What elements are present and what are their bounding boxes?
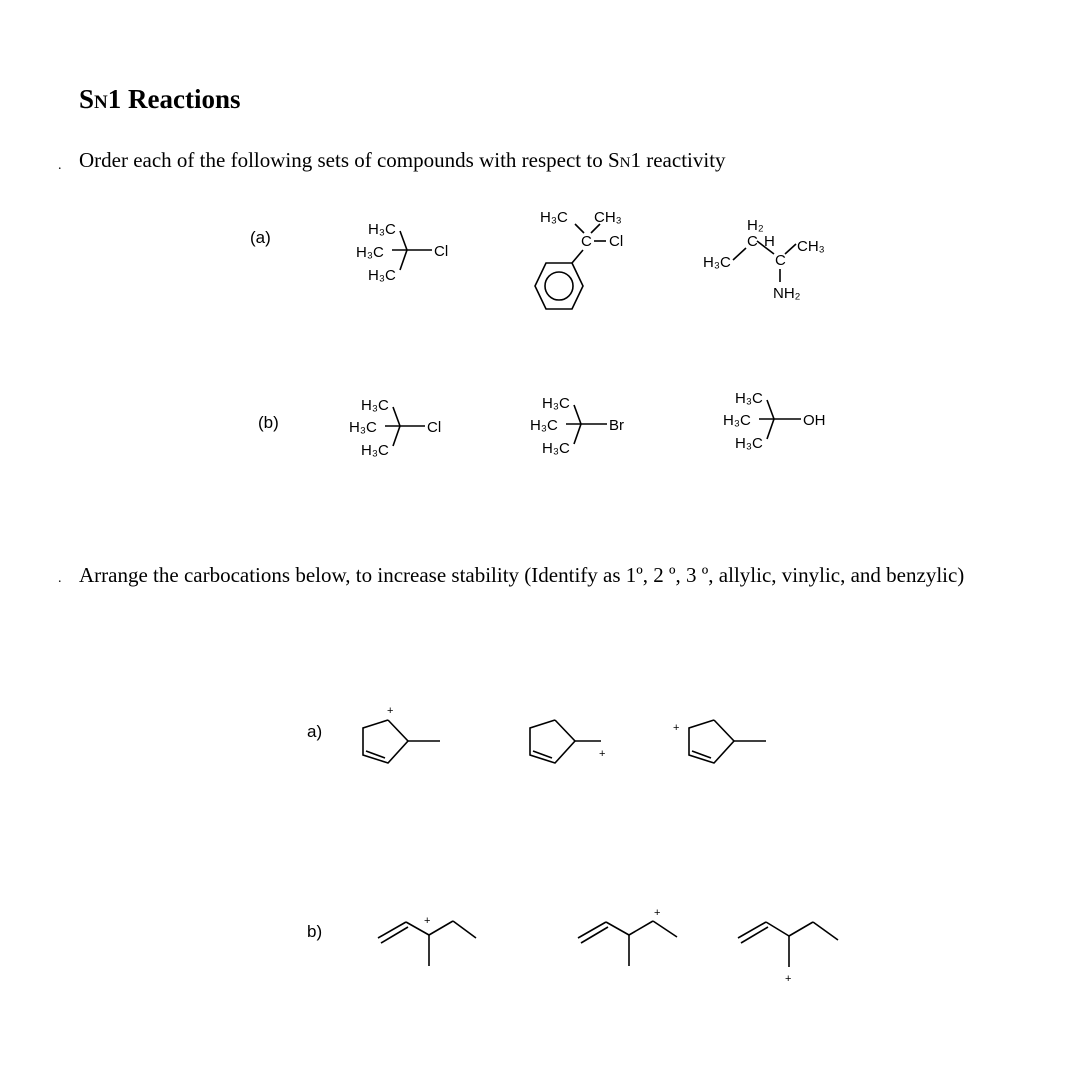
b1-chlorine: Cl bbox=[427, 419, 442, 436]
compound-b1-tert-butyl-chloride bbox=[349, 397, 441, 459]
a2-cation-charge: + bbox=[599, 748, 606, 760]
question-2-text: Arrange the carbocations below, to increase stability (Identify as 1º, 2 º, 3 º, allylic, vinylic, and benzylic) bbox=[79, 563, 965, 587]
b1-methyl-bottom: H₃C bbox=[361, 442, 389, 459]
carbocation-b2-secondary bbox=[578, 907, 677, 966]
a2-benzene-ring bbox=[535, 263, 583, 309]
b3-cat-bond-2 bbox=[766, 922, 789, 936]
question-1-text: Order each of the following sets of compounds with respect to SN1 reactivity bbox=[79, 148, 726, 172]
a3-amine: NH₂ bbox=[773, 285, 801, 302]
a2-bond-left-methyl bbox=[575, 224, 584, 233]
carbocation-set-a-label: a) bbox=[307, 722, 323, 741]
b2-cat-bond-2 bbox=[606, 922, 629, 935]
b2-methyl-left: H₃C bbox=[530, 417, 558, 434]
a2-central-carbon: C bbox=[581, 233, 592, 250]
b2-cat-charge: + bbox=[654, 907, 661, 919]
a1-bond-bottom bbox=[400, 250, 407, 270]
b1-bond-bottom bbox=[393, 426, 400, 446]
b2-cat-bond-3 bbox=[629, 921, 653, 935]
compound-b2-tert-butyl-bromide bbox=[530, 395, 624, 457]
a2-chlorine: Cl bbox=[609, 233, 624, 250]
compound-b3-tert-butanol bbox=[723, 390, 826, 452]
a3-methyl-left: H₃C bbox=[703, 254, 731, 271]
b2-methyl-top: H₃C bbox=[542, 395, 570, 412]
set-a-label: (a) bbox=[250, 228, 271, 247]
b3-bond-bottom bbox=[767, 419, 774, 439]
carbocation-b1-tertiary-allylic bbox=[378, 915, 476, 966]
b3-bond-top bbox=[767, 400, 774, 419]
a3-ch2-carbon: C bbox=[747, 233, 758, 250]
a2-bond-ring bbox=[572, 250, 583, 263]
a1-methyl-left: H₃C bbox=[356, 244, 384, 261]
a3-bond-1 bbox=[733, 248, 746, 260]
a3-h-label: H bbox=[764, 233, 775, 250]
a1-chlorine: Cl bbox=[434, 243, 449, 260]
compound-a1-tert-butyl-chloride bbox=[356, 221, 448, 284]
carbocation-a1-ring-cation bbox=[363, 705, 440, 763]
page-title: SN1 Reactions bbox=[79, 84, 241, 114]
b3-cat-bond-4 bbox=[813, 922, 838, 940]
compound-a2-cumyl-chloride bbox=[535, 209, 623, 309]
a3-bond-3 bbox=[785, 244, 796, 254]
b2-methyl-bottom: H₃C bbox=[542, 440, 570, 457]
a1-cation-ring bbox=[363, 720, 408, 763]
a1-methyl-bottom: H₃C bbox=[368, 267, 396, 284]
a2-cation-ring bbox=[530, 720, 575, 763]
a3-h2-label: H₂ bbox=[747, 217, 764, 234]
b2-bond-top bbox=[574, 405, 581, 424]
b3-cat-bond-3 bbox=[789, 922, 813, 936]
a3-methyl-right: CH₃ bbox=[797, 238, 825, 255]
b1-cat-bond-3 bbox=[429, 921, 453, 935]
b3-methyl-bottom: H₃C bbox=[735, 435, 763, 452]
question-2-bullet: . bbox=[58, 571, 62, 586]
b2-cat-bond-4 bbox=[653, 921, 677, 937]
a2-methyl-left: H₃C bbox=[540, 209, 568, 226]
b3-methyl-top: H₃C bbox=[735, 390, 763, 407]
b1-cat-bond-4 bbox=[453, 921, 476, 938]
b3-cat-charge: + bbox=[785, 973, 792, 985]
a2-benzene-aromatic-circle bbox=[545, 272, 573, 300]
a1-methyl-top: H₃C bbox=[368, 221, 396, 238]
a3-cation-charge: + bbox=[673, 722, 680, 734]
carbocation-set-b-label: b) bbox=[307, 922, 323, 941]
carbocation-a3-vinylic-cation bbox=[673, 720, 766, 763]
b3-methyl-left: H₃C bbox=[723, 412, 751, 429]
b2-bromine: Br bbox=[609, 417, 624, 434]
carbocation-a2-primary-cation bbox=[530, 720, 605, 763]
question-1-bullet: . bbox=[58, 158, 62, 173]
b1-cat-charge: + bbox=[424, 915, 431, 927]
carbocation-b3-primary bbox=[738, 922, 838, 985]
compound-a3-aminobutane bbox=[703, 217, 825, 302]
a1-cation-charge: + bbox=[387, 705, 394, 717]
a2-methyl-right: CH₃ bbox=[594, 209, 622, 226]
b3-hydroxyl: OH bbox=[803, 412, 826, 429]
a3-cation-ring bbox=[689, 720, 734, 763]
a1-bond-top bbox=[400, 231, 407, 250]
b1-methyl-left: H₃C bbox=[349, 419, 377, 436]
a3-ch-carbon: C bbox=[775, 252, 786, 269]
b1-methyl-top: H₃C bbox=[361, 397, 389, 414]
set-b-label: (b) bbox=[258, 413, 279, 432]
b2-bond-bottom bbox=[574, 424, 581, 444]
b1-bond-top bbox=[393, 407, 400, 426]
